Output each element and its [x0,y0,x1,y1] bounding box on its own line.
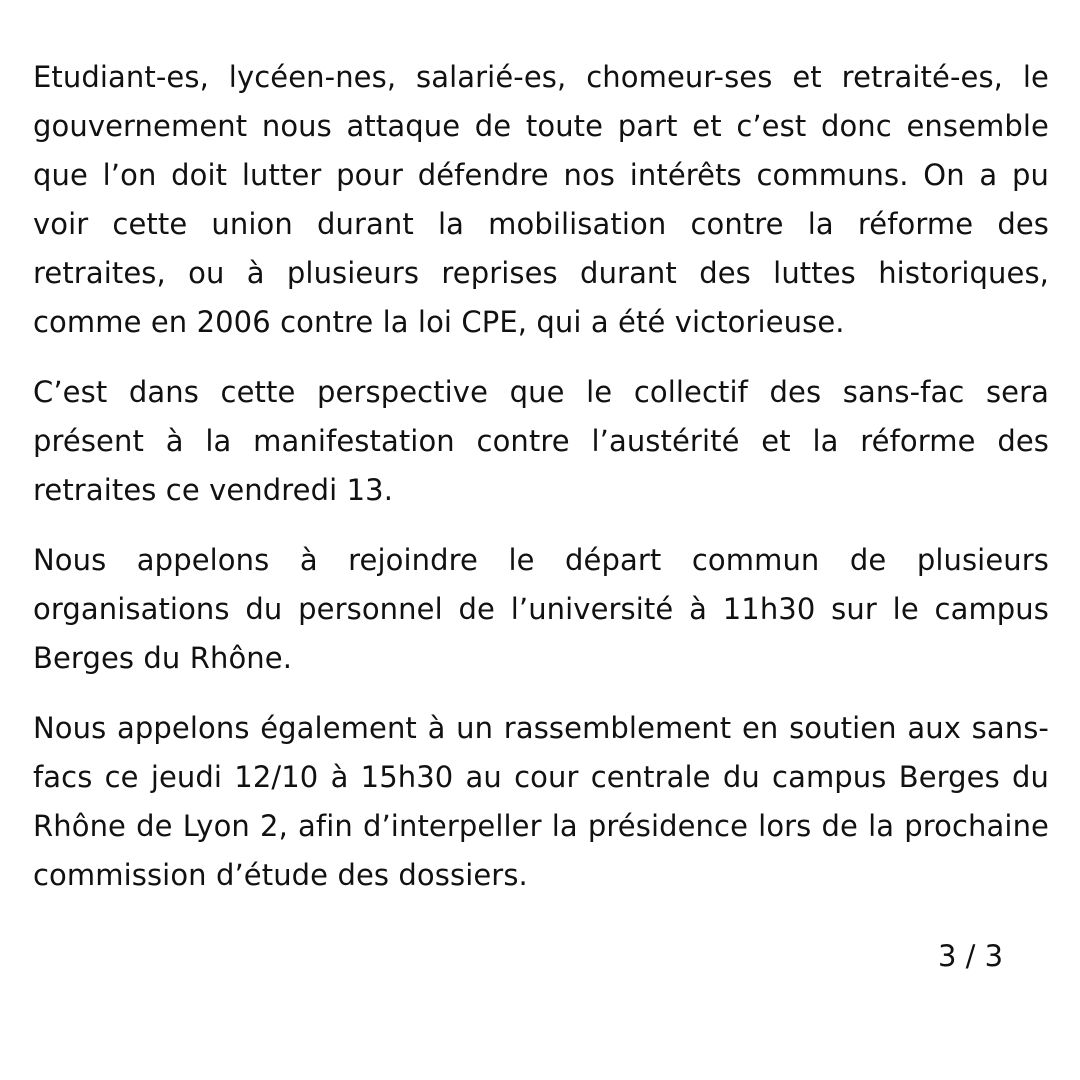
paragraph-perspective: C’est dans cette perspective que le collectif des sans-fac sera présent à la manifestation contre l’austérité et la réforme des retraites ce vendredi 13. [33,375,1049,507]
paragraph-intro: Etudiant-es, lycéen-nes, salarié-es, chomeur-ses et retraité-es, le gouvernement nous attaque de toute part et c’est donc ensemble que l’on doit lutter pour défendre nos intérêts communs. On a pu voir cette union durant la mobilisation contre la réforme des retraites, ou à plusieurs reprises durant des luttes historiques, comme en 2006 contre la loi CPE, qui a été victorieuse. [33,60,1049,339]
document-body [33,53,1049,921]
paragraph-departure-call: Nous appelons à rejoindre le départ commun de plusieurs organisations du personnel de l’université à 11h30 sur le campus Berges du Rhône. [33,543,1049,675]
paragraph-gathering-call: Nous appelons également à un rassemblement en soutien aux sans-facs ce jeudi 12/10 à 15h30 au cour centrale du campus Berges du Rhône de Lyon 2, afin d’interpeller la présidence lors de la prochaine commission d’étude des dossiers. [33,711,1049,892]
page-number: 3 / 3 [938,939,1004,973]
